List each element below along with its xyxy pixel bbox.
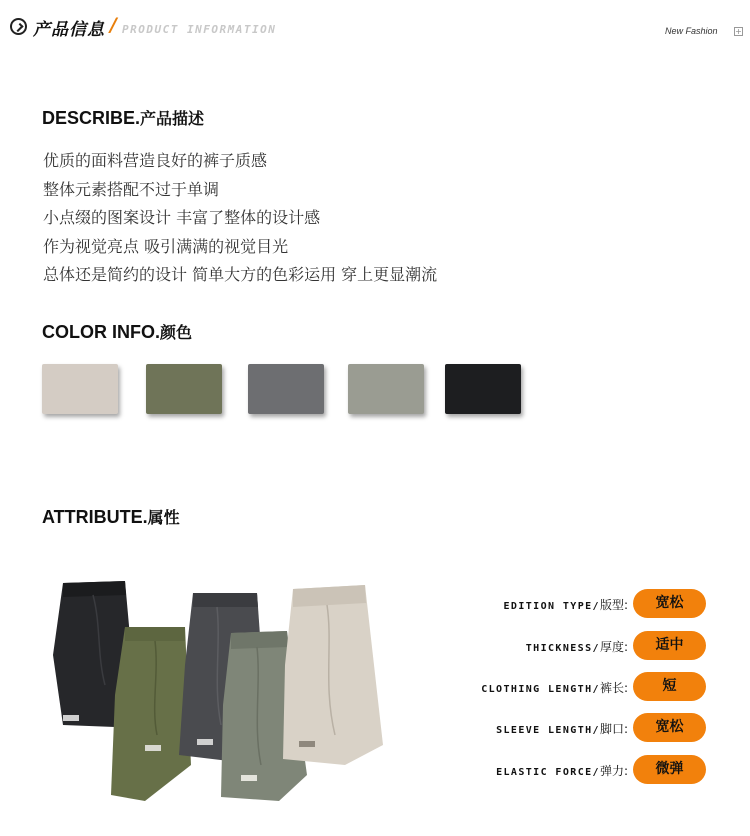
header-title-en: PRODUCT INFORMATION [122,23,277,36]
attribute-value-badge: 宽松 [633,713,706,742]
attribute-value-badge: 短 [633,672,706,701]
attribute-label-en: SLEEVE LENGTH/ [496,725,600,736]
shorts-cream [283,585,383,765]
attribute-row-elastic-force [400,754,710,786]
color-info-title-cn: 颜色 [160,323,193,342]
describe-line: 小点缀的图案设计 丰富了整体的设计感 [43,208,321,227]
attribute-label-cn: 版型: [599,598,628,612]
color-info-title-en: COLOR INFO. [42,322,160,342]
color-swatch-army-green[interactable] [146,364,222,414]
attribute-row-sleeve-length [400,712,710,744]
attribute-row-edition-type [400,588,710,620]
attribute-label [496,762,628,779]
attribute-label-cn: 裤长: [599,681,628,695]
color-swatch-dark-gray[interactable] [248,364,324,414]
attribute-label-cn: 脚口: [599,722,628,736]
attribute-title-en: ATTRIBUTE. [42,507,148,527]
attribute-value-badge: 宽松 [633,589,706,618]
describe-title-en: DESCRIBE. [42,108,141,128]
attribute-label [496,720,628,737]
color-swatch-sage-gray[interactable] [348,364,424,414]
describe-line: 总体还是简约的设计 简单大方的色彩运用 穿上更显潮流 [43,265,438,284]
describe-line: 优质的面料营造良好的裤子质感 [43,151,268,170]
describe-title-cn: 产品描述 [140,109,205,128]
attribute-row-thickness [400,630,710,662]
attribute-label [526,638,628,655]
color-swatch-cream[interactable] [42,364,118,414]
header-slash: / [110,14,117,36]
describe-line: 整体元素搭配不过于单调 [43,179,220,199]
header-tagline: New Fashion [665,26,718,36]
describe-line: 作为视觉亮点 吸引满满的视觉目光 [43,236,289,256]
attribute-title-cn: 属性 [147,508,180,527]
attribute-label-cn: 厚度: [599,640,628,654]
attribute-title [42,505,180,528]
color-swatch-black[interactable] [445,364,521,414]
attribute-label-en: CLOTHING LENGTH/ [481,684,600,695]
attribute-value-badge: 适中 [633,631,706,660]
product-shorts-image [45,575,395,805]
attribute-row-clothing-length [400,671,710,703]
attribute-label-en: ELASTIC FORCE/ [496,767,600,778]
color-info-title [42,320,192,343]
attribute-label-en: THICKNESS/ [525,643,600,654]
describe-title [42,106,204,129]
section-header [0,0,750,56]
header-title-cn: 产品信息 [33,20,105,40]
attribute-label [481,679,628,696]
check-circle-icon [10,18,27,35]
plus-box-icon[interactable]: + [735,27,742,36]
attribute-label-en: EDITION TYPE/ [503,601,600,612]
attribute-label-cn: 弹力: [599,764,628,778]
describe-text [43,147,437,290]
attribute-label [503,596,628,613]
shorts-olive [111,627,191,801]
attribute-value-badge: 微弹 [633,755,706,784]
